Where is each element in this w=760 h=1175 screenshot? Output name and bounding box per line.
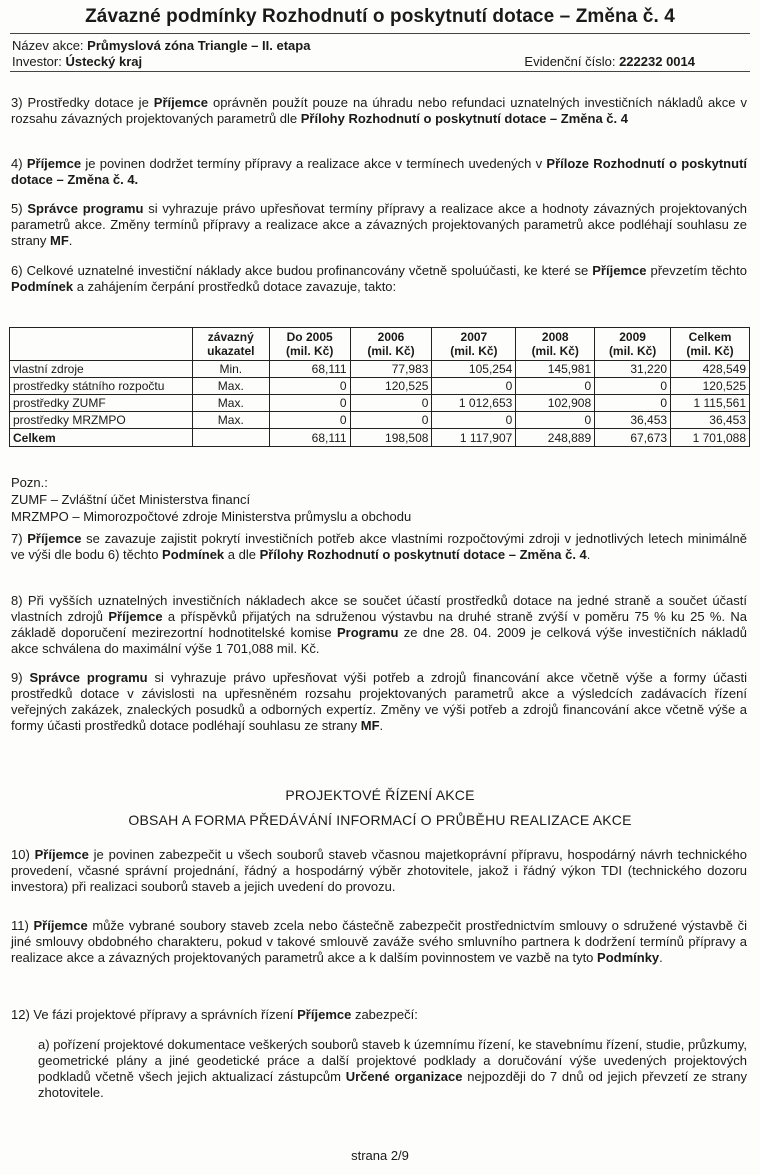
investor-value: Ústecký kraj	[65, 54, 143, 69]
text-run: je povinen zabezpečit u všech souborů staveb včasnou majetkoprávní přípravu, hospodárný návrh technického provedení, včasné správní projednání, řádný a hospodárný výběr zhotovitele, jakož i řádný výkon TDI (technického dozoru investora) při realizaci souborů staveb a jejich uvedení do provozu.	[11, 847, 747, 894]
bold-term: Správce programu	[29, 670, 148, 685]
value-cell: 120,525	[671, 378, 750, 395]
column-header-line: (mil. Kč)	[608, 344, 657, 358]
value-cell: 68,111	[269, 429, 350, 447]
bold-term: Příjemce	[27, 531, 82, 546]
page-number: strana 2/9	[351, 1148, 409, 1163]
indicator-cell	[192, 429, 269, 447]
paragraph-9	[11, 670, 747, 734]
value-cell: 36,453	[671, 412, 750, 429]
row-label: prostředky MRZMPO	[10, 412, 193, 429]
indicator-cell: Max.	[192, 378, 269, 395]
bold-term: Přílohy Rozhodnutí o poskytnutí dotace – Změna č. 4	[300, 111, 628, 126]
value-cell: 0	[516, 378, 595, 395]
action-line	[12, 38, 752, 54]
financing-table	[9, 327, 750, 447]
value-cell: 0	[269, 412, 350, 429]
text-run: si vyhrazuje právo upřesňovat termíny přípravy a realizace akce a hodnoty závazných projektovaných parametrů akce. Změny termínů přípravy a realizace akce a závazných projektovaných parametrů akce podléhají souhlasu ze strany	[11, 201, 748, 248]
column-header	[432, 328, 516, 361]
bold-term: MF	[360, 718, 380, 733]
section-heading-1: PROJEKTOVÉ ŘÍZENÍ AKCE	[285, 787, 475, 803]
header-divider	[10, 71, 750, 72]
text-run: 3) Prostředky dotace je	[11, 95, 154, 110]
value-cell: 68,111	[269, 361, 350, 378]
column-header-line: Do 2005	[286, 330, 333, 344]
value-cell: 36,453	[595, 412, 671, 429]
column-header	[595, 328, 671, 361]
value-cell: 120,525	[350, 378, 432, 395]
bold-term: Příjemce	[34, 847, 89, 862]
record-label: Evidenční číslo:	[524, 54, 616, 69]
document-title: Závazné podmínky Rozhodnutí o poskytnutí dotace – Změna č. 4	[85, 6, 675, 27]
column-header-line: 2007	[460, 330, 488, 344]
column-header-line: 2009	[619, 330, 646, 344]
column-header-line: závazný	[207, 330, 254, 344]
bold-term: Příloze Rozhodnutí o poskytnutí dotace – Změna č. 4.	[11, 156, 748, 187]
text-run: nejpozději do 7 dnů od jejich převzetí ze strany zhotovitele.	[38, 1069, 748, 1100]
table-row	[10, 378, 750, 395]
row-label: prostředky státního rozpočtu	[10, 378, 193, 395]
value-cell: 198,508	[350, 429, 432, 447]
bold-term: Příjemce	[153, 95, 208, 110]
paragraph-12	[11, 1007, 747, 1023]
text-run: .	[379, 718, 384, 733]
table-total-row	[10, 429, 750, 447]
paragraph-3	[11, 95, 747, 127]
indicator-cell: Min.	[192, 361, 269, 378]
bold-term: Příjemce	[26, 156, 82, 171]
column-header	[350, 328, 432, 361]
text-run: a) pořízení projektové dokumentace veškerých souborů staveb k územnímu řízení, ke stavebnímu řízení, studie, průzkumy, geometrické plány a jiné geodetické práce a další projektové podklady a doručování výše uvedených projektových podkladů včetně všech jejich aktualizací zástupcům	[38, 1037, 747, 1084]
text-run: 8) Při vyšších uznatelných investičních nákladech akce se součet účastí prostředků dotace na jedné straně a součet účastí vlastních zdrojů	[11, 593, 747, 624]
table-body	[10, 361, 750, 447]
value-cell: 102,908	[516, 395, 595, 412]
text-run: 12) Ve fázi projektové přípravy a správních řízení	[11, 1007, 298, 1022]
column-header-line: (mil. Kč)	[531, 344, 579, 358]
text-run: oprávněn použít pouze na úhradu nebo refundaci uznatelných investičních nákladů akce v rozsahu závazných projektovaných parametrů dle	[11, 95, 747, 126]
column-header	[671, 328, 750, 361]
text-run: .	[68, 233, 73, 248]
text-run: je povinen dodržet termíny přípravy a realizace akce v termínech uvedených v	[81, 156, 547, 171]
column-header-line: ukazatel	[207, 344, 255, 358]
value-cell: 145,981	[516, 361, 595, 378]
value-cell: 0	[516, 412, 595, 429]
text-run: převzetím těchto	[646, 263, 747, 278]
table-header-row	[10, 328, 750, 361]
column-header	[10, 328, 193, 361]
table-row	[10, 395, 750, 412]
row-label: prostředky ZUMF	[10, 395, 193, 412]
text-run: 4)	[11, 156, 27, 171]
value-cell: 0	[269, 395, 350, 412]
record-number	[524, 54, 695, 70]
indicator-cell: Max.	[192, 412, 269, 429]
action-label: Název akce:	[12, 38, 84, 53]
value-cell: 0	[269, 378, 350, 395]
value-cell: 67,673	[595, 429, 671, 447]
column-header	[516, 328, 595, 361]
column-header	[269, 328, 350, 361]
text-run: může vybrané soubory staveb zcela nebo částečně zabezpečit prostřednictvím smlouvy o sdružené výstavbě či jiné smlouvy obdobného charakteru, pokud v takové smlouvě zaváže svého smluvního partnera k dodržení termínů přípravy a realizace akce a závazných projektovaných parametrů akce a k dalším povinnostem ve vazbě na tyto	[11, 918, 748, 965]
bold-term: Správce programu	[27, 201, 144, 216]
value-cell: 428,549	[671, 361, 750, 378]
text-run: ze dne 28. 04. 2009 je celková výše investičních nákladů akce schválena do maximální výše 1 701,088 mil. Kč.	[11, 625, 747, 656]
text-run: 10)	[11, 847, 35, 862]
column-header-line: (mil. Kč)	[686, 344, 734, 358]
column-header-line: (mil. Kč)	[367, 344, 415, 358]
text-run: a dle	[224, 547, 260, 562]
row-label: Celkem	[10, 429, 193, 447]
bold-term: Podmínek	[162, 547, 225, 562]
value-cell: 1 012,653	[432, 395, 516, 412]
text-run: 5)	[11, 201, 28, 216]
value-cell: 105,254	[432, 361, 516, 378]
text-run: 11)	[11, 918, 34, 933]
column-header-line: Celkem	[688, 330, 732, 344]
text-run: zabezpečí:	[351, 1007, 418, 1022]
paragraph-10	[11, 847, 747, 895]
record-value: 222232 0014	[619, 54, 695, 69]
bold-term: Příjemce	[592, 263, 647, 278]
column-header-line: (mil. Kč)	[450, 344, 498, 358]
paragraph-11	[11, 918, 747, 966]
column-header-line: (mil. Kč)	[285, 344, 334, 358]
column-header-line: 2006	[377, 330, 405, 344]
value-cell: 0	[350, 412, 432, 429]
text-run: se zavazuje zajistit pokrytí investičních potřeb akce vlastními rozpočtovými zdroji v jednotlivých letech minimálně ve výši dle bodu 6) těchto	[11, 531, 747, 562]
value-cell: 0	[432, 378, 516, 395]
action-value: Průmyslová zóna Triangle – II. etapa	[87, 38, 311, 53]
paragraph-5	[11, 201, 747, 249]
value-cell: 0	[595, 378, 671, 395]
bold-term: Programu	[337, 625, 399, 640]
bold-term: Podmínek	[11, 279, 74, 294]
bold-term: Příjemce	[33, 918, 88, 933]
column-header	[192, 328, 269, 361]
note-mrzmpo: MRZMPO – Mimorozpočtové zdroje Ministerstva průmyslu a obchodu	[11, 509, 412, 524]
text-run: 7)	[11, 531, 28, 546]
paragraph-12a	[38, 1037, 747, 1101]
text-run: a příspěvků přijatých na sdruženou výstavbu na druhé straně zvýší v poměru 75 % ku 25 %. Na základě doporučení mezirezortní hodnotitelské komise	[11, 609, 747, 640]
paragraph-4	[11, 156, 747, 188]
bold-term: Přílohy Rozhodnutí o poskytnutí dotace – Změna č. 4	[259, 547, 587, 562]
bold-term: Určené organizace	[345, 1069, 463, 1084]
investor-label: Investor:	[12, 54, 62, 69]
table-row	[10, 412, 750, 429]
value-cell: 1 701,088	[671, 429, 750, 447]
bold-term: MF	[50, 233, 69, 248]
bold-term: Příjemce	[108, 609, 163, 624]
note-zumf: ZUMF – Zvláštní účet Ministerstva financí	[11, 492, 251, 507]
text-run: 9)	[11, 670, 30, 685]
value-cell: 31,220	[595, 361, 671, 378]
title-divider	[10, 33, 750, 34]
value-cell: 0	[595, 395, 671, 412]
paragraph-7	[11, 531, 747, 563]
indicator-cell: Max.	[192, 395, 269, 412]
paragraph-6	[11, 263, 747, 295]
text-run: si vyhrazuje právo upřesňovat výši potřeb a zdrojů financování akce včetně výše a formy účasti prostředků dotace v závislosti na upřesněném rozsahu projektovaných parametrů akce a výsledcích zadávacích řízení veřejných zakázek, znaleckých posudků a odborných expertíz. Změny ve výši potřeb a zdrojů financování akce včetně výše a formy účasti prostředků dotace podléhají souhlasu ze strany	[11, 670, 748, 733]
value-cell: 0	[432, 412, 516, 429]
text-run: .	[586, 547, 591, 562]
bold-term: Příjemce	[297, 1007, 352, 1022]
column-header-line: 2008	[541, 330, 569, 344]
bold-term: Podmínky	[597, 950, 660, 965]
text-run: 6) Celkové uznatelné investiční náklady akce budou profinancovány včetně spoluúčasti, ke které se	[11, 263, 593, 278]
section-heading-2: OBSAH A FORMA PŘEDÁVÁNÍ INFORMACÍ O PRŮBĚHU REALIZACE AKCE	[128, 812, 632, 828]
value-cell: 248,889	[516, 429, 595, 447]
row-label: vlastní zdroje	[10, 361, 193, 378]
text-run: .	[659, 950, 663, 965]
investor-line	[12, 54, 752, 70]
value-cell: 1 117,907	[432, 429, 516, 447]
value-cell: 0	[350, 395, 432, 412]
text-run: a zahájením čerpání prostředků dotace zavazuje, takto:	[73, 279, 397, 294]
value-cell: 77,983	[350, 361, 432, 378]
table-row	[10, 361, 750, 378]
notes-label: Pozn.:	[11, 475, 48, 490]
paragraph-8	[11, 593, 747, 657]
value-cell: 1 115,561	[671, 395, 750, 412]
table-notes	[11, 474, 747, 525]
